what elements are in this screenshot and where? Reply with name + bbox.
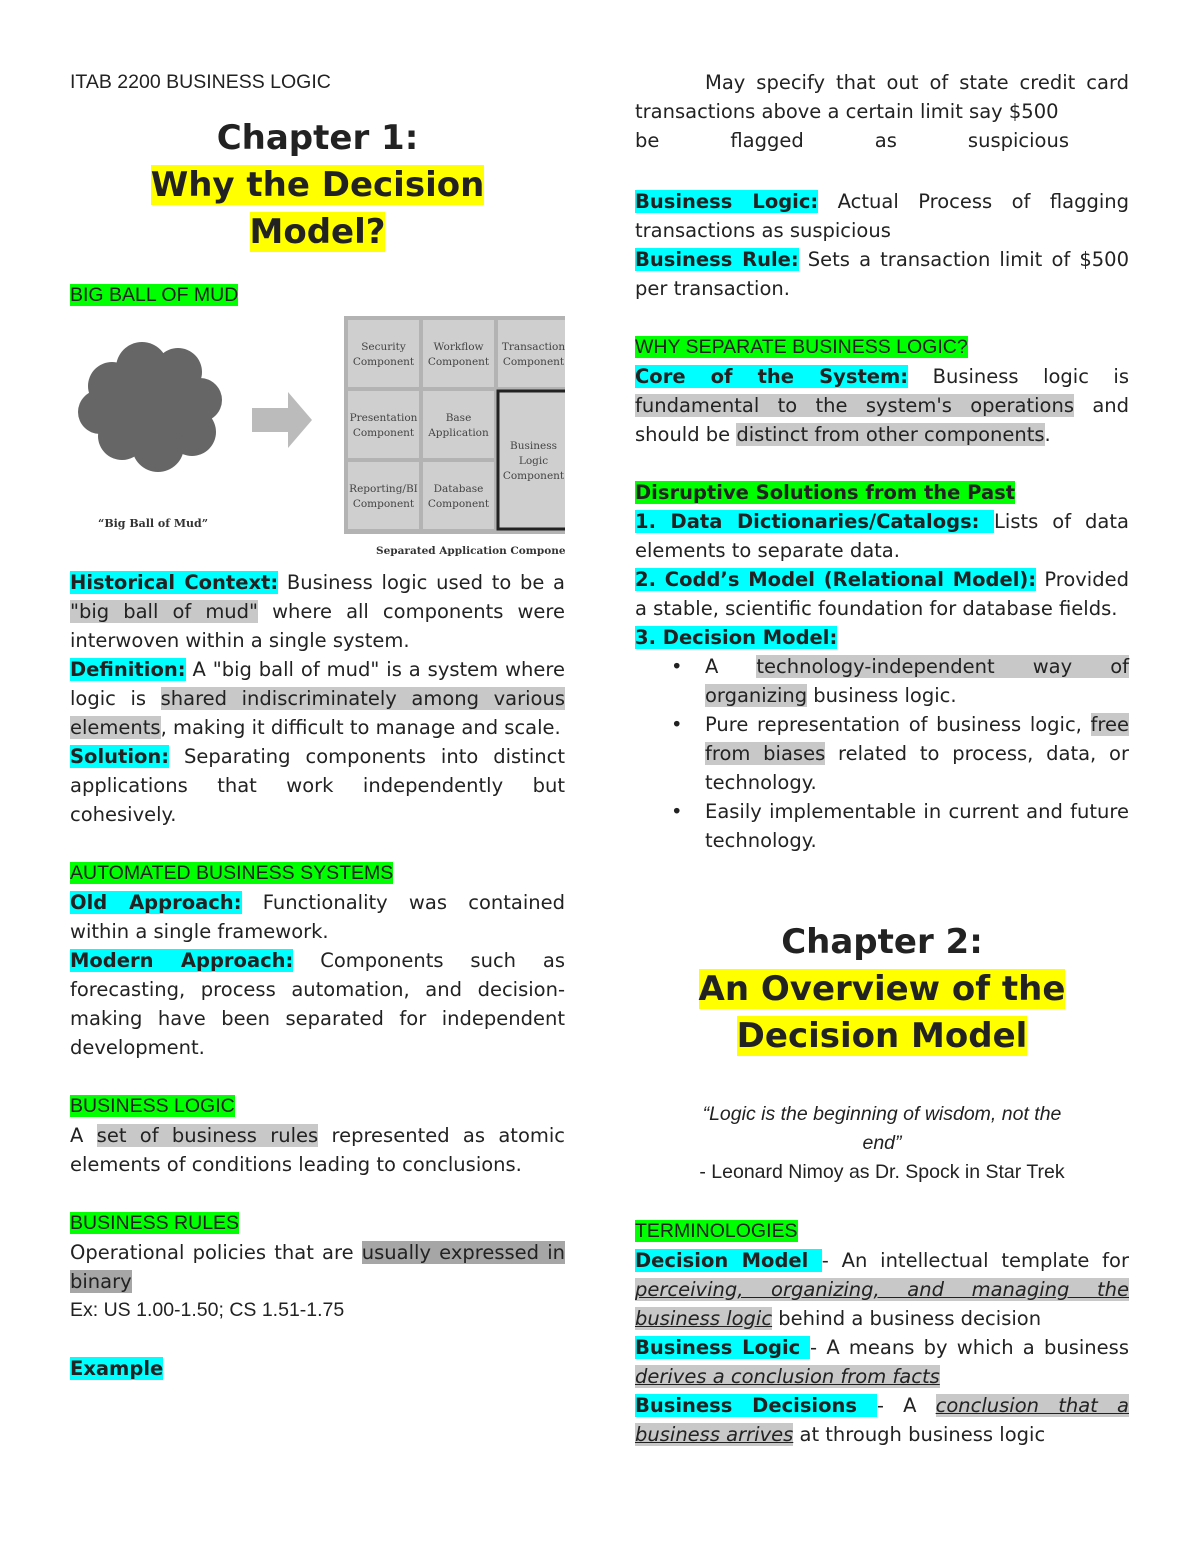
business-rules-example: Ex: US 1.00-1.50; CS 1.51-1.75 <box>70 1299 345 1321</box>
grid-caption: Separated Application Component <box>376 545 565 557</box>
term-business-decisions: Business Decisions - A conclusion that a business arrives at through business logic <box>635 1394 1129 1446</box>
codds-model-item: 2. Codd’s Model (Relational Model): Provided a stable, scientific foundation for database fields. <box>635 568 1129 620</box>
data-dictionaries-label: 1. Data Dictionaries/Catalogs: <box>635 510 995 533</box>
component-label: Logic <box>518 455 549 467</box>
automated-systems-heading: AUTOMATED BUSINESS SYSTEMS <box>70 862 394 884</box>
quote-line2: end” <box>862 1132 902 1154</box>
chapter2-subtitle-line2: Decision Model <box>736 1016 1028 1056</box>
component-label: Workflow <box>433 341 484 353</box>
core-of-system-label: Core of the System: <box>635 365 909 388</box>
why-separate-heading: WHY SEPARATE BUSINESS LOGIC? <box>635 336 968 358</box>
business-logic-heading: BUSINESS LOGIC <box>70 1095 235 1117</box>
component-label: Component <box>502 470 565 482</box>
terminologies-heading: TERMINOLOGIES <box>635 1220 798 1242</box>
component-label: Base <box>445 412 472 424</box>
term-business-logic: Business Logic - A means by which a business derives a conclusion from facts <box>635 1336 1129 1388</box>
bullet-item: • A technology-independent way of organizing business logic. <box>635 652 1129 710</box>
component-box <box>423 391 494 458</box>
bullet-item: • Pure representation of business logic, free from biases related to process, data, or technology. <box>635 710 1129 797</box>
solution-paragraph: Solution: Separating components into distinct applications that work independently but cohesively. <box>70 745 565 826</box>
chapter2-heading <box>635 919 1129 1060</box>
component-label: Transaction <box>501 341 565 353</box>
component-label: Application <box>428 427 489 439</box>
modern-approach-paragraph: Modern Approach: Components such as forecasting, process automation, and decision-making have been separated for independent development. <box>70 949 565 1059</box>
chapter1-heading <box>70 115 565 256</box>
component-box <box>423 462 494 529</box>
core-of-system-paragraph: Core of the System: Business logic is fundamental to the system's operations and should be distinct from other components. <box>635 365 1130 446</box>
bullet-item: • Easily implementable in current and future technology. <box>635 797 1129 855</box>
business-logic-label: Business Logic: <box>635 190 819 213</box>
term-business-decisions-label: Business Decisions <box>635 1394 877 1417</box>
chapter1-subtitle-line2: Model? <box>249 212 386 252</box>
component-label: Component <box>352 498 415 510</box>
page-header: ITAB 2200 BUSINESS LOGIC <box>70 71 331 93</box>
component-label: Reporting/BI <box>349 483 418 495</box>
term-decision-model: Decision Model - An intellectual template for perceiving, organizing, and managing the business logic behind a business decision <box>635 1249 1129 1330</box>
business-logic-definition: A set of business rules represented as atomic elements of conditions leading to conclusions. <box>70 1124 566 1176</box>
chapter2-subtitle-line1: An Overview of the <box>698 969 1066 1009</box>
historical-context-label: Historical Context: <box>70 571 279 594</box>
right-column <box>635 68 1129 1449</box>
chapter1-subtitle-line1: Why the Decision <box>150 165 485 205</box>
decision-model-label: 3. Decision Model: <box>635 626 838 649</box>
historical-context-paragraph: Historical Context: Business logic used to be a "big ball of mud" where all components were interwoven within a single system. <box>70 571 565 652</box>
old-approach-label: Old Approach: <box>70 891 242 914</box>
component-box <box>348 462 419 529</box>
example-line3: be flagged as suspicious <box>635 129 1069 152</box>
arrow-right-icon <box>252 392 312 448</box>
architecture-diagram <box>70 316 565 566</box>
business-rules-definition: Operational policies that are usually expressed in binary <box>70 1241 566 1293</box>
component-box <box>498 320 565 387</box>
term-business-logic-label: Business Logic <box>635 1336 811 1359</box>
component-label: Security <box>361 341 406 353</box>
solution-label: Solution: <box>70 745 170 768</box>
example-line2: transactions above a certain limit say $500 <box>635 100 1059 123</box>
example-heading: Example <box>70 1357 164 1380</box>
modern-approach-label: Modern Approach: <box>70 949 294 972</box>
quote-line1: “Logic is the beginning of wisdom, not the <box>702 1103 1062 1125</box>
component-label: Component <box>352 356 415 368</box>
component-label: Presentation <box>349 412 418 424</box>
component-label: Component <box>427 498 490 510</box>
business-rule-label: Business Rule: <box>635 248 799 271</box>
definition-label: Definition: <box>70 658 186 681</box>
component-label: Component <box>352 427 415 439</box>
quote-attribution: - Leonard Nimoy as Dr. Spock in Star Trek <box>699 1161 1065 1183</box>
component-label: Database <box>433 483 484 495</box>
component-label: Business <box>510 440 557 452</box>
chapter1-title: Chapter 1: <box>216 118 419 158</box>
chapter2-title: Chapter 2: <box>781 922 983 962</box>
term-decision-model-label: Decision Model <box>635 1249 822 1272</box>
left-column <box>70 68 565 1383</box>
example-line1: May specify that out of state credit card <box>705 71 1129 94</box>
mud-caption: “Big Ball of Mud” <box>98 517 209 530</box>
mud-cloud-shape <box>78 342 222 472</box>
mud-vs-components-figure <box>70 316 565 566</box>
codds-model-label: 2. Codd’s Model (Relational Model): <box>635 568 1037 591</box>
definition-paragraph: Definition: A "big ball of mud" is a system where logic is shared indiscriminately among various elements, making it difficult to manage and scale. <box>70 658 565 739</box>
data-dictionaries-item: 1. Data Dictionaries/Catalogs: Lists of data elements to separate data. <box>635 510 1129 562</box>
old-approach-paragraph: Old Approach: Functionality was contained within a single framework. <box>70 891 565 943</box>
disruptive-solutions-heading: Disruptive Solutions from the Past <box>635 481 1016 504</box>
big-ball-of-mud-heading: BIG BALL OF MUD <box>70 284 239 306</box>
decision-model-bullets <box>635 652 1129 855</box>
business-logic-example: Business Logic: Actual Process of flagging transactions as suspicious <box>635 190 1130 242</box>
component-box <box>348 391 419 458</box>
component-label: Component <box>502 356 565 368</box>
business-rule-example: Business Rule: Sets a transaction limit of $500 per transaction. <box>635 248 1129 300</box>
component-box <box>423 320 494 387</box>
business-rules-heading: BUSINESS RULES <box>70 1212 240 1234</box>
component-label: Component <box>427 356 490 368</box>
component-box <box>348 320 419 387</box>
